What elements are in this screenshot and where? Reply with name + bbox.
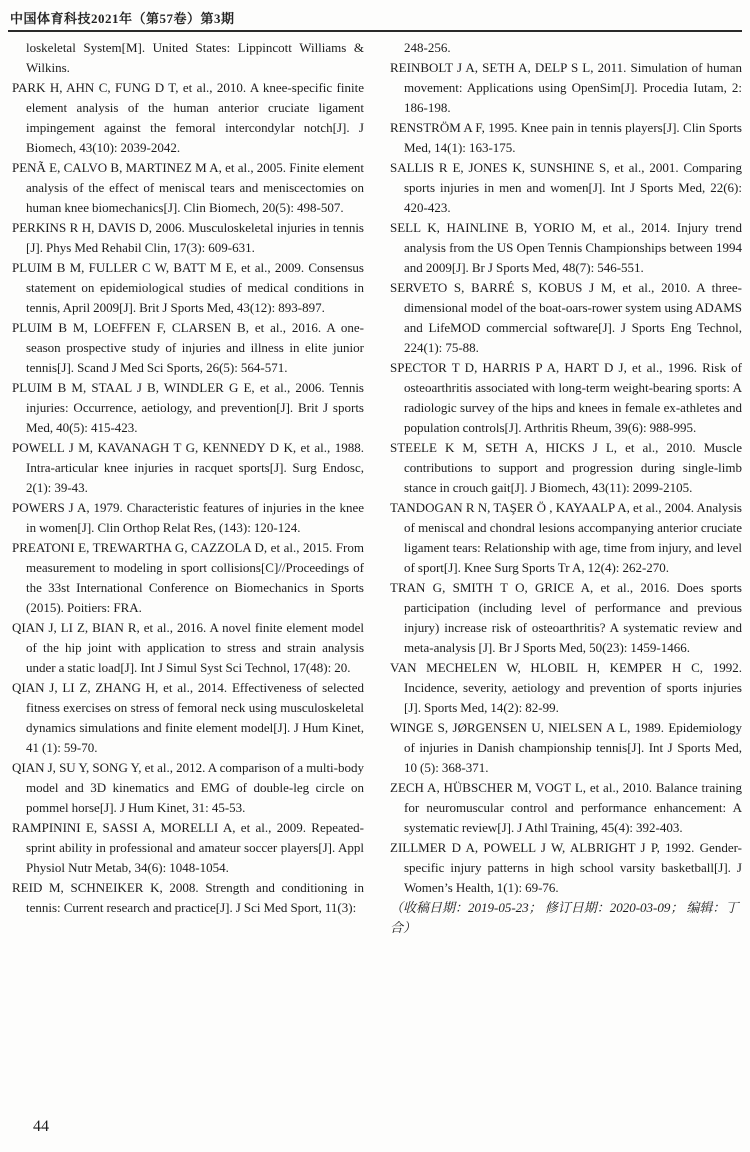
reference-entry: PLUIM B M, STAAL J B, WINDLER G E, et al., 2006. Tennis injuries: Occurrence, aetiology, and prevention[J]. Brit J sports Med, 40(5): 415-423. — [12, 380, 364, 435]
references-section — [12, 38, 742, 938]
reference-entry: POWELL J M, KAVANAGH T G, KENNEDY D K, et al., 1988. Intra-articular knee injuries in racquet sports[J]. Surg Endosc, 2(1): 39-43. — [12, 440, 364, 495]
reference-entry: RENSTRÖM A F, 1995. Knee pain in tennis players[J]. Clin Sports Med, 14(1): 163-175. — [390, 120, 742, 155]
reference-entry: REID M, SCHNEIKER K, 2008. Strength and conditioning in tennis: Current research and practice[J]. J Sci Med Sport, 11(3): — [12, 880, 364, 915]
reference-entry: QIAN J, SU Y, SONG Y, et al., 2012. A comparison of a multi-body model and 3D kinematics and EMG of double-leg circle on pommel horse[J]. J Hum Kinet, 31: 45-53. — [12, 760, 364, 815]
running-head: 中国体育科技2021年（第57卷）第3期 — [10, 11, 235, 26]
reference-entry: ZILLMER D A, POWELL J W, ALBRIGHT J P, 1992. Gender-specific injury patterns in high school varsity basketball[J]. J Women’s Health, 1(1): 69-76. — [390, 840, 742, 895]
reference-entry: VAN MECHELEN W, HLOBIL H, KEMPER H C, 1992. Incidence, severity, aetiology and prevention of sports injuries [J]. Sports Med, 14(2): 82-99. — [390, 660, 742, 715]
reference-entry: PARK H, AHN C, FUNG D T, et al., 2010. A knee-specific finite element analysis of the human anterior cruciate ligament impingement against the femoral intercondylar notch[J]. J Biomech, 43(10): 2039-2042. — [12, 80, 364, 155]
reference-entry: QIAN J, LI Z, BIAN R, et al., 2016. A novel finite element model of the hip joint with application to stress and strain analysis under a static load[J]. Int J Simul Syst Sci Technol, 17(48): 20. — [12, 620, 364, 675]
reference-entry: 248-256. — [404, 40, 451, 55]
reference-entry: SELL K, HAINLINE B, YORIO M, et al., 2014. Injury trend analysis from the US Open Tennis Championships between 1994 and 2009[J]. Br J Sports Med, 48(7): 546-551. — [390, 220, 742, 275]
reference-entry: POWERS J A, 1979. Characteristic features of injuries in the knee in women[J]. Clin Orthop Relat Res, (143): 120-124. — [12, 500, 364, 535]
reference-entry: SERVETO S, BARRÉ S, KOBUS J M, et al., 2010. A three-dimensional model of the boat-oars-rower system using ADAMS and LifeMOD commercial software[J]. J Sports Eng Technol, 224(1): 75-88. — [390, 280, 742, 355]
reference-entry: RAMPININI E, SASSI A, MORELLI A, et al., 2009. Repeated-sprint ability in professional and amateur soccer players[J]. Appl Physiol Nutr Metab, 34(6): 1048-1054. — [12, 820, 364, 875]
reference-entry: TRAN G, SMITH T O, GRICE A, et al., 2016. Does sports participation (including level of performance and previous injury) increase risk of osteoarthritis? A systematic review and meta-analysis [J]. Br J Sports Med, 50(23): 1459-1466. — [390, 580, 742, 655]
reference-entry: QIAN J, LI Z, ZHANG H, et al., 2014. Effectiveness of selected fitness exercises on stress of femoral neck using musculoskeletal dynamics simulations and finite element model[J]. J Hum Kinet, 41 (1): 59-70. — [12, 680, 364, 755]
reference-entry: STEELE K M, SETH A, HICKS J L, et al., 2010. Muscle contributions to support and progression during single-limb stance in crouch gait[J]. J Biomech, 43(11): 2099-2105. — [390, 440, 742, 495]
header-rule — [8, 30, 742, 32]
references-left-column — [12, 38, 364, 938]
reference-entry: SPECTOR T D, HARRIS P A, HART D J, et al., 1996. Risk of osteoarthritis associated with long-term weight-bearing sports: A radiologic survey of the hips and knees in female ex-athletes and population controls[J]. Arthritis Rheum, 39(6): 988-995. — [390, 360, 742, 435]
page-number: 44 — [33, 1118, 49, 1135]
reference-entry: PLUIM B M, FULLER C W, BATT M E, et al., 2009. Consensus statement on epidemiological studies of medical conditions in tennis, April 2009[J]. Brit J Sports Med, 43(12): 893-897. — [12, 260, 364, 315]
reference-entry: PREATONI E, TREWARTHA G, CAZZOLA D, et al., 2015. From measurement to modeling in sport collisions[C]//Proceedings of the 33st International Conference on Biomechanics in Sports (2015). Poitiers: FRA. — [12, 540, 364, 615]
references-right-list — [390, 38, 742, 898]
reference-entry: REINBOLT J A, SETH A, DELP S L, 2011. Simulation of human movement: Applications using OpenSim[J]. Procedia Iutam, 2: 186-198. — [390, 60, 742, 115]
reference-entry: ZECH A, HÜBSCHER M, VOGT L, et al., 2010. Balance training for neuromuscular control and performance enhancement: A systematic review[J]. J Athl Training, 45(4): 392-403. — [390, 780, 742, 835]
reference-entry: WINGE S, JØRGENSEN U, NIELSEN A L, 1989. Epidemiology of injuries in Danish championship tennis[J]. Int J Sports Med, 10 (5): 368-371. — [390, 720, 742, 775]
reference-entry: PENÃ E, CALVO B, MARTINEZ M A, et al., 2005. Finite element analysis of the effect of meniscal tears and meniscectomies on human knee biomechanics[J]. Clin Biomech, 20(5): 498-507. — [12, 160, 364, 215]
references-right-column — [390, 38, 742, 938]
reference-entry: SALLIS R E, JONES K, SUNSHINE S, et al., 2001. Comparing sports injuries in men and women[J]. Int J Sports Med, 22(6): 420-423. — [390, 160, 742, 215]
reference-entry: loskeletal System[M]. United States: Lippincott Williams & Wilkins. — [26, 40, 364, 75]
reference-entry: TANDOGAN R N, TAŞER Ö , KAYAALP A, et al., 2004. Analysis of meniscal and chondral lesions accompanying anterior cruciate ligament tears: Relationship with age, time from injury, and level of sport[J]. Knee Surg Sports Tr A, 12(4): 262-270. — [390, 500, 742, 575]
manuscript-dates-note: （收稿日期：2019-05-23； 修订日期：2020-03-09； 编辑：丁合） — [390, 900, 739, 935]
reference-entry: PERKINS R H, DAVIS D, 2006. Musculoskeletal injuries in tennis [J]. Phys Med Rehabil Clin, 17(3): 609-631. — [12, 220, 364, 255]
reference-entry: PLUIM B M, LOEFFEN F, CLARSEN B, et al., 2016. A one-season prospective study of injuries and illness in elite junior tennis[J]. Scand J Med Sci Sports, 26(5): 564-571. — [12, 320, 364, 375]
